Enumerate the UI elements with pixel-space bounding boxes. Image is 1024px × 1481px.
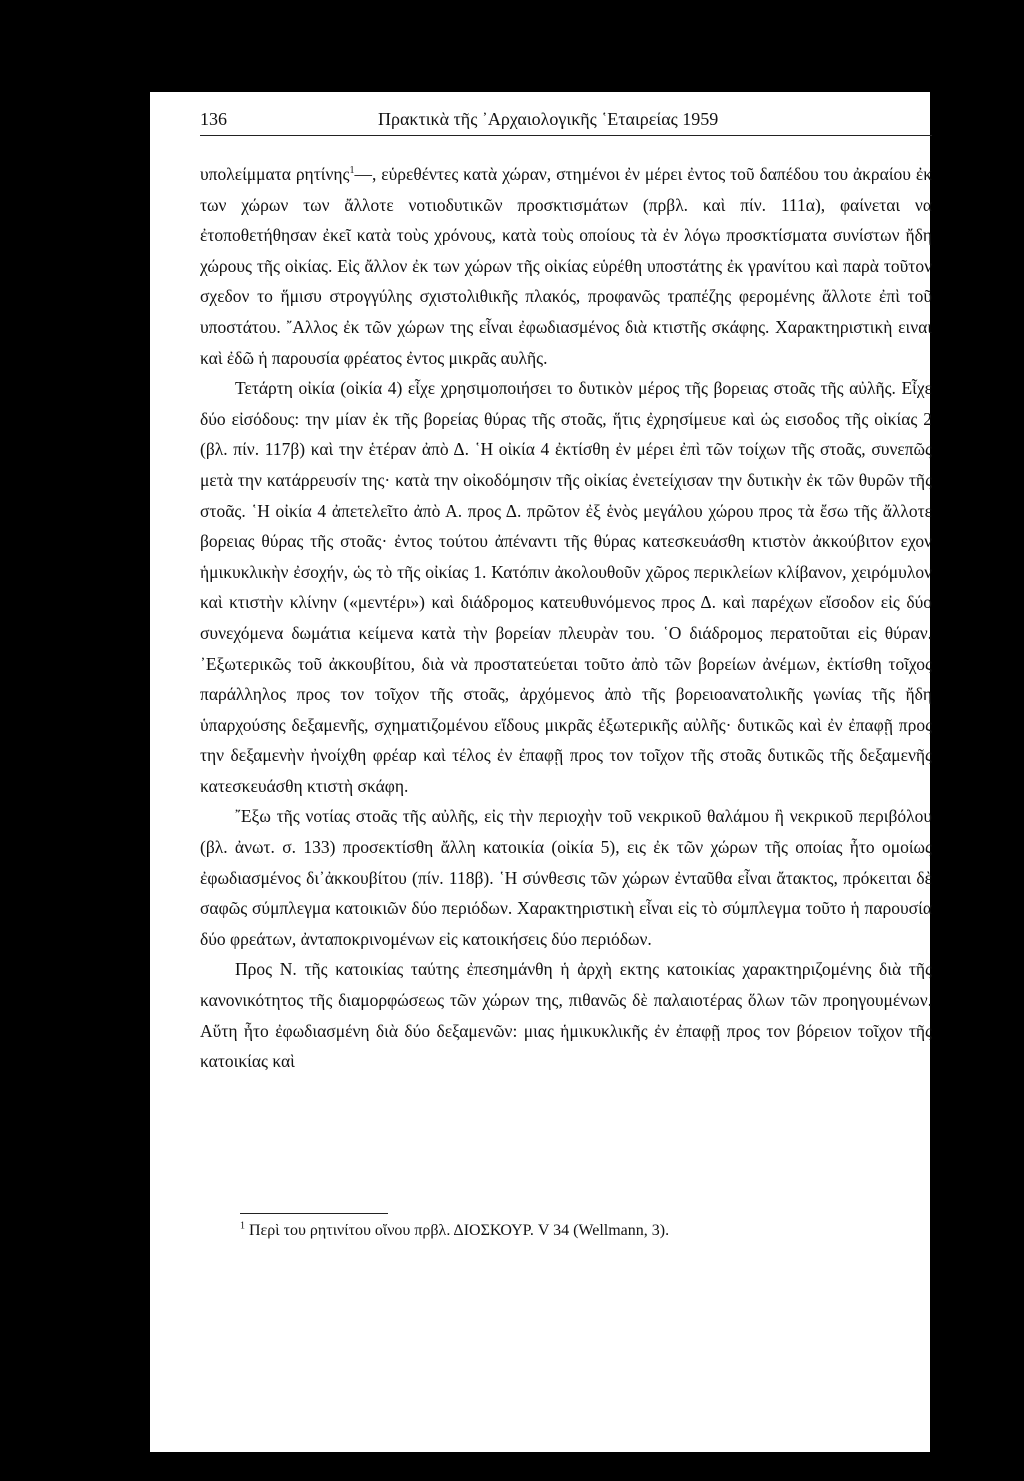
- footnote-reference: 1: [349, 165, 355, 177]
- running-head: [200, 108, 932, 138]
- running-title: Πρακτικὰ τῆς ᾿Αρχαιολογικῆς ῾Εταιρείας 1959: [378, 109, 719, 129]
- book-page: [150, 92, 933, 1452]
- footnote: [240, 1220, 930, 1242]
- footnote-marker: 1: [240, 1220, 245, 1232]
- paragraph-2: Τετάρτη οἰκία (οἰκία 4) εἶχε χρησιμοποιήσει το δυτικὸν μέρος τῆς βορειας στοᾶς τῆς αὐλῆς. Εἶχε δύο εἰσόδους: την μίαν ἐκ τῆς βορείας θύρας τῆς στοᾶς, ἥτις ἐχρησίμευε καὶ ὡς εισοδος τῆς οἰκίας 2 (βλ. πίν. 117β) καὶ την ἑτέραν ἀπὸ Δ. ῾Η οἰκία 4 ἐκτίσθη ἐν μέρει ἐπὶ τῶν τοίχων τῆς στοᾶς, συνεπῶς μετὰ την κατάρρευσίν της· κατὰ την οἰκοδόμησιν τῆς οἰκίας ἐνετείχισαν την δυτικὴν ἐκ τῶν θυρῶν τῆς στοᾶς. ῾Η οἰκία 4 ἀπετελεῖτο ἀπὸ Α. προς Δ. πρῶτον ἐξ ἑνὸς μεγάλου χώρου προς τὰ ἔσω τῆς ἄλλοτε βορειας θύρας τῆς στοᾶς· ἐντος τούτου ἀπέναντι τῆς θύρας κατεσκευάσθη κτιστὸν ἀκκούβιτον εχον ἡμικυκλικὴν ἐσοχήν, ὡς τὸ τῆς οἰκίας 1. Κατόπιν ἀκολουθοῦν χῶρος περικλείων κλίβανον, χειρόμυλον καὶ κτιστὴν κλίνην («μεντέρι») καὶ διάδρομος κατευθυνόμενος προς Δ. καὶ παρέχων εἴσοδον εἰς δύο συνεχόμενα δωμάτια κείμενα κατὰ τὴν βορείαν πλευρὰν του. ῾Ο διάδρομος περατοῦται εἰς θύραν. ᾿Εξωτερικῶς τοῦ ἀκκουβίτου, διὰ νὰ προστατεύεται τοῦτο ἀπὸ τῶν βορείων ἀνέμων, ἐκτίσθη τοῖχος παράλληλος προς τον τοῖχον τῆς στοᾶς, ἀρχόμενος ἀπὸ τῆς βορειοανατολικῆς γωνίας τῆς ἤδη ὑπαρχούσης δεξαμενῆς, σχηματιζομένου εἴδους μικρᾶς ἐξωτερικῆς αὐλῆς· δυτικῶς καὶ ἐν ἐπαφῇ προς την δεξαμενὴν ἠνοίχθη φρέαρ καὶ τέλος ἐν ἐπαφῇ προς τον τοῖχον τῆς στοᾶς δυτικῶς τῆς δεξαμενῆς κατεσκευάσθη κτιστὴ σκάφη.: [200, 378, 932, 796]
- footnote-rule: [240, 1213, 388, 1214]
- paragraph-1-text-start: υπολείμματα ρητίνης: [200, 164, 350, 184]
- footnote-text: Περὶ του ρητινίτου οἴνου πρβλ. ΔΙΟΣΚΟΥΡ. V 34 (Wellmann, 3).: [249, 1222, 670, 1239]
- header-rule: [200, 135, 932, 136]
- paragraph-3: ῎Εξω τῆς νοτίας στοᾶς τῆς αὐλῆς, εἰς τὴν περιοχὴν τοῦ νεκρικοῦ θαλάμου ἢ νεκρικοῦ περιβόλου (βλ. ἀνωτ. σ. 133) προσεκτίσθη ἄλλη κατοικία (οἰκία 5), εις ἐκ τῶν χώρων τῆς οποίας ἦτο ομοίως ἐφωδιασμένος δι᾽ἀκκουβίτου (πίν. 118β). ῾Η σύνθεσις τῶν χώρων ἐνταῦθα εἶναι ἄτακτος, πρόκειται δὲ σαφῶς σύμπλεγμα κατοικιῶν δύο περιόδων. Χαρακτηριστικὴ εἶναι εἰς τὸ σύμπλεγμα τοῦτο ἡ παρουσία δύο φρεάτων, ἀνταποκρινομένων εἰς κατοικήσεις δύο περιόδων.: [200, 806, 932, 949]
- page-number: 136: [200, 109, 227, 129]
- paragraph-4: Προς Ν. τῆς κατοικίας ταύτης ἐπεσημάνθη ἡ ἀρχὴ εκτης κατοικίας χαρακτηριζομένης διὰ τῆς κανονικότητος τῆς διαμορφώσεως τῶν χώρων της, πιθανῶς δὲ παλαιοτέρας ὅλων τῶν προηγουμένων. Αὕτη ἦτο ἐφωδιασμένη διὰ δύο δεξαμενῶν: μιας ἡμικυκλικῆς ἐν ἐπαφῇ προς τον βόρειον τοῖχον τῆς κατοικίας καὶ: [200, 959, 932, 1072]
- main-text: [200, 159, 932, 1077]
- paragraph-1-text-rest: —, εὑρεθέντες κατὰ χώραν, στημένοι ἐν μέρει ἐντος τοῦ δαπέδου του ἀκραίου ἐκ των χώρων των ἄλλοτε νοτιοδυτικῶν προσκτισμάτων (πρβλ. καὶ πίν. 111α), φαίνεται να ἐτοποθετήθησαν ἐκεῖ κατὰ τοὺς χρόνους, κατὰ τοὺς οποίους τὰ ἐν λόγω προσκτίσματα συνίστων ἤδη χώρους τῆς οἰκίας. Εἰς ἄλλον ἐκ των χώρων τῆς οἰκίας εὑρέθη υποστάτης ἐκ γρανίτου καὶ παρὰ τοῦτον σχεδον το ἥμισυ στρογγύλης σχιστολιθικῆς πλακός, προφανῶς τραπέζης φερομένης ἄλλοτε ἐπὶ τοῦ υποστάτου. ῎Αλλος ἐκ τῶν χώρων της εἶναι ἐφωδιασμένος διὰ κτιστῆς σκάφης. Χαρακτηριστικὴ ειναι καὶ ἐδῶ ἡ παρουσία φρέατος ἐντος μικρᾶς αυλῆς.: [200, 164, 933, 368]
- paragraph-1: [200, 159, 932, 373]
